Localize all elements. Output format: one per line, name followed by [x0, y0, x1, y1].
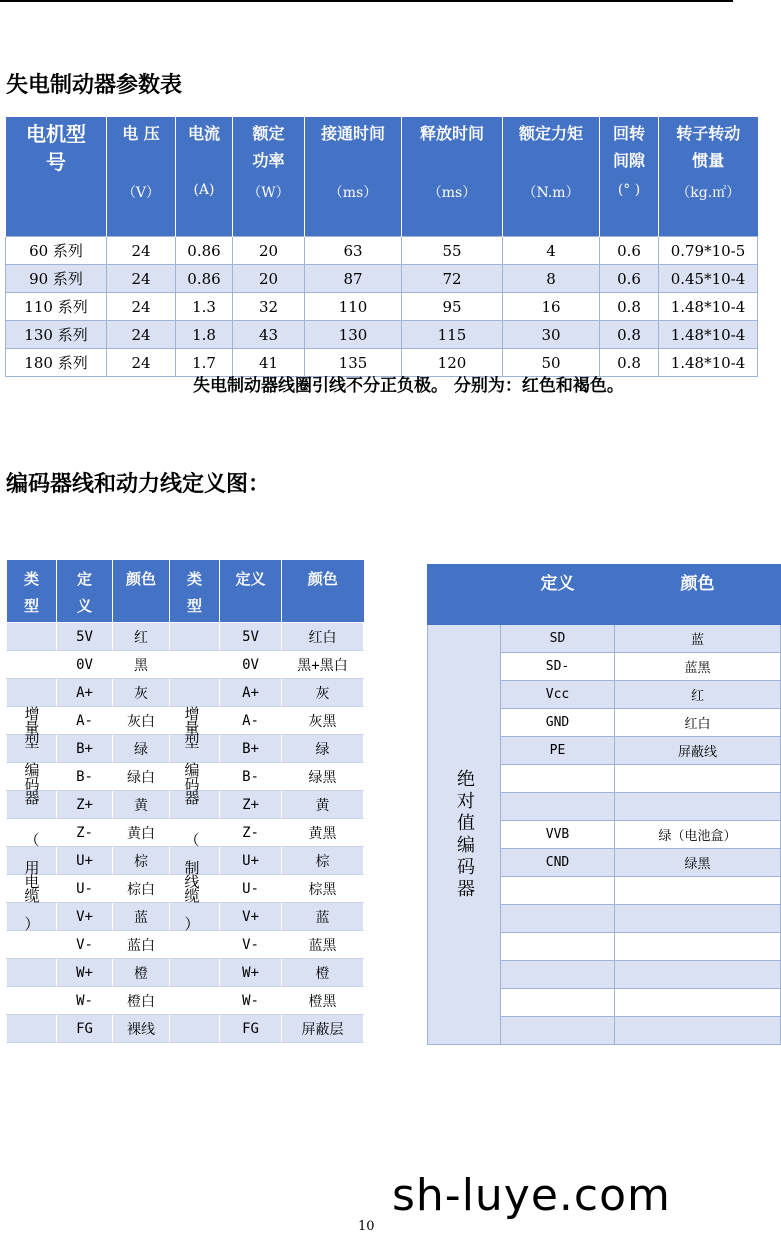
table-row [6, 321, 758, 349]
cell: 5V [57, 623, 113, 651]
cell: 蓝黑 [615, 653, 781, 681]
cell: 灰 [282, 679, 364, 707]
unit-cell: (° ) [600, 176, 659, 237]
cell: 棕黑 [282, 875, 364, 903]
header-release-time: 释放时间 [402, 117, 503, 176]
header-definition: 定义 [220, 560, 282, 623]
cell: 95 [402, 293, 503, 321]
cell: 黄黑 [282, 819, 364, 847]
cell: B+ [57, 735, 113, 763]
cell: 24 [107, 293, 176, 321]
cell: 5V [220, 623, 282, 651]
cell: 60 系列 [6, 237, 107, 265]
cell: 黄 [282, 791, 364, 819]
cell: B- [220, 763, 282, 791]
cell: 43 [233, 321, 305, 349]
cell: 黄白 [113, 819, 170, 847]
cell: 绿 [282, 735, 364, 763]
cell: 4 [503, 237, 600, 265]
cell: 90 系列 [6, 265, 107, 293]
cell: 180 系列 [6, 349, 107, 377]
cell: V+ [57, 903, 113, 931]
cell: 0.6 [600, 237, 659, 265]
header-torque: 额定力矩 [503, 117, 600, 176]
cell: 裸线 [113, 1015, 170, 1043]
unit-cell: （N.m） [503, 176, 600, 237]
cell: 绿（电池盒） [615, 821, 781, 849]
cell: 蓝 [113, 903, 170, 931]
cell: 87 [305, 265, 402, 293]
cell: 橙 [113, 959, 170, 987]
cell: 120 [402, 349, 503, 377]
cell [615, 1017, 781, 1045]
cell: FG [220, 1015, 282, 1043]
header-definition: 定义 [501, 565, 615, 625]
cell [615, 765, 781, 793]
table-row [428, 625, 781, 653]
cell: 红 [615, 681, 781, 709]
cell: 135 [305, 349, 402, 377]
inc-right-type-label: 增 量 型 编 码 器 （ 制 线 缆 ） [184, 705, 200, 933]
cell: 0V [57, 651, 113, 679]
cell: Z+ [57, 791, 113, 819]
inc-left-type-label: 增 量 型 编 码 器 （ 用 电 缆 ） [24, 705, 40, 933]
cell [501, 989, 615, 1017]
cell: 24 [107, 321, 176, 349]
cell: 16 [503, 293, 600, 321]
cell: 0.86 [176, 237, 233, 265]
table-row [7, 1015, 364, 1043]
header-color: 颜色 [282, 560, 364, 623]
unit-cell: （ms） [305, 176, 402, 237]
header-current: 电流 [176, 117, 233, 176]
unit-cell: （ms） [402, 176, 503, 237]
cell: 24 [107, 237, 176, 265]
table-row [6, 293, 758, 321]
cell: 黑 [113, 651, 170, 679]
cell: 橙白 [113, 987, 170, 1015]
inc-header-row [7, 560, 364, 623]
cell: 灰白 [113, 707, 170, 735]
cell: 63 [305, 237, 402, 265]
cell: 130 [305, 321, 402, 349]
abs-header-row [428, 565, 781, 625]
cell: 红白 [615, 709, 781, 737]
cell [615, 989, 781, 1017]
cell: 棕 [113, 847, 170, 875]
cell: 110 [305, 293, 402, 321]
cell: U+ [220, 847, 282, 875]
cell [615, 905, 781, 933]
cell: 绿黑 [615, 849, 781, 877]
cell: 32 [233, 293, 305, 321]
cell [501, 793, 615, 821]
cell: 黑+黑白 [282, 651, 364, 679]
header-type: 类 型 [7, 560, 57, 623]
cell: 20 [233, 265, 305, 293]
cell: 0.8 [600, 321, 659, 349]
cell: VVB [501, 821, 615, 849]
cell: B- [57, 763, 113, 791]
table-row [7, 987, 364, 1015]
cell: 棕白 [113, 875, 170, 903]
cell [501, 933, 615, 961]
header-engage-time: 接通时间 [305, 117, 402, 176]
header-voltage: 电 压 [107, 117, 176, 176]
cell: 灰黑 [282, 707, 364, 735]
cell: 41 [233, 349, 305, 377]
table-row [6, 237, 758, 265]
cell: 30 [503, 321, 600, 349]
cell: 绿白 [113, 763, 170, 791]
cell: 蓝黑 [282, 931, 364, 959]
cell: 50 [503, 349, 600, 377]
encoder-section-title: 编码器线和动力线定义图： [6, 472, 271, 497]
unit-cell: （kg.㎡） [659, 176, 758, 237]
cell: W+ [57, 959, 113, 987]
cell: 0.79*10-5 [659, 237, 758, 265]
header-backlash: 回转 间隙 [600, 117, 659, 176]
cell [615, 877, 781, 905]
cell: W- [220, 987, 282, 1015]
brake-table-title: 失电制动器参数表 [6, 73, 183, 98]
brake-units-row [6, 176, 758, 237]
cell: SD [501, 625, 615, 653]
header-color: 颜色 [615, 565, 781, 625]
page-number: 10 [358, 1219, 375, 1234]
cell [501, 877, 615, 905]
cell: 0.8 [600, 349, 659, 377]
cell: Z- [57, 819, 113, 847]
cell: 蓝 [282, 903, 364, 931]
unit-cell: （V） [107, 176, 176, 237]
watermark: sh-luye.com [392, 1170, 671, 1221]
cell: V+ [220, 903, 282, 931]
cell: 0.45*10-4 [659, 265, 758, 293]
cell: 红白 [282, 623, 364, 651]
cell: 屏蔽线 [615, 737, 781, 765]
cell: V- [57, 931, 113, 959]
cell: 灰 [113, 679, 170, 707]
brake-parameter-table [5, 117, 758, 377]
cell: Vcc [501, 681, 615, 709]
cell: 0V [220, 651, 282, 679]
unit-cell [6, 176, 107, 237]
cell: CND [501, 849, 615, 877]
cell: Z- [220, 819, 282, 847]
cell: 黄 [113, 791, 170, 819]
cell [501, 961, 615, 989]
cell: 棕 [282, 847, 364, 875]
cell: 72 [402, 265, 503, 293]
cell: 绿黑 [282, 763, 364, 791]
cell: SD- [501, 653, 615, 681]
cell: 0.8 [600, 293, 659, 321]
cell: A+ [220, 679, 282, 707]
unit-cell: (A) [176, 176, 233, 237]
table-row [6, 265, 758, 293]
cell: PE [501, 737, 615, 765]
cell: 1.48*10-4 [659, 349, 758, 377]
header-type: 类 型 [170, 560, 220, 623]
brake-wiring-note: 失电制动器线圈引线不分正负极。 分别为：红色和褐色。 [193, 376, 624, 396]
cell [615, 961, 781, 989]
table-row [7, 651, 364, 679]
cell: 55 [402, 237, 503, 265]
cell: 110 系列 [6, 293, 107, 321]
cell: 橙 [282, 959, 364, 987]
cell: 20 [233, 237, 305, 265]
cell: 130 系列 [6, 321, 107, 349]
cell [501, 765, 615, 793]
cell: A+ [57, 679, 113, 707]
header-inertia: 转子转动 惯量 [659, 117, 758, 176]
cell: 8 [503, 265, 600, 293]
top-rule [0, 0, 733, 2]
absolute-encoder-table [427, 564, 781, 1045]
absolute-encoder-label: 绝 对 值 编 码 器 [457, 769, 475, 900]
cell: 1.48*10-4 [659, 293, 758, 321]
header-model: 电机型 号 [6, 117, 107, 176]
table-row [7, 623, 364, 651]
cell: 24 [107, 265, 176, 293]
cell: U+ [57, 847, 113, 875]
header-color: 颜色 [113, 560, 170, 623]
cell: W+ [220, 959, 282, 987]
cell: 0.86 [176, 265, 233, 293]
cell: 屏蔽层 [282, 1015, 364, 1043]
cell [615, 793, 781, 821]
cell: U- [220, 875, 282, 903]
cell [615, 933, 781, 961]
cell: 1.3 [176, 293, 233, 321]
cell: 蓝 [615, 625, 781, 653]
cell [501, 1017, 615, 1045]
cell: 蓝白 [113, 931, 170, 959]
cell: 24 [107, 349, 176, 377]
cell: 橙黑 [282, 987, 364, 1015]
cell: B+ [220, 735, 282, 763]
cell: A- [220, 707, 282, 735]
cell: U- [57, 875, 113, 903]
cell: A- [57, 707, 113, 735]
unit-cell: （W） [233, 176, 305, 237]
cell: FG [57, 1015, 113, 1043]
cell: 1.48*10-4 [659, 321, 758, 349]
header-power: 额定 功率 [233, 117, 305, 176]
cell: 115 [402, 321, 503, 349]
cell: 0.6 [600, 265, 659, 293]
brake-header-row [6, 117, 758, 176]
cell: V- [220, 931, 282, 959]
cell: GND [501, 709, 615, 737]
cell: 红 [113, 623, 170, 651]
cell: Z+ [220, 791, 282, 819]
header-definition: 定 义 [57, 560, 113, 623]
cell: W- [57, 987, 113, 1015]
cell: 绿 [113, 735, 170, 763]
cell [501, 905, 615, 933]
cell: 1.8 [176, 321, 233, 349]
table-row [7, 959, 364, 987]
cell: 1.7 [176, 349, 233, 377]
